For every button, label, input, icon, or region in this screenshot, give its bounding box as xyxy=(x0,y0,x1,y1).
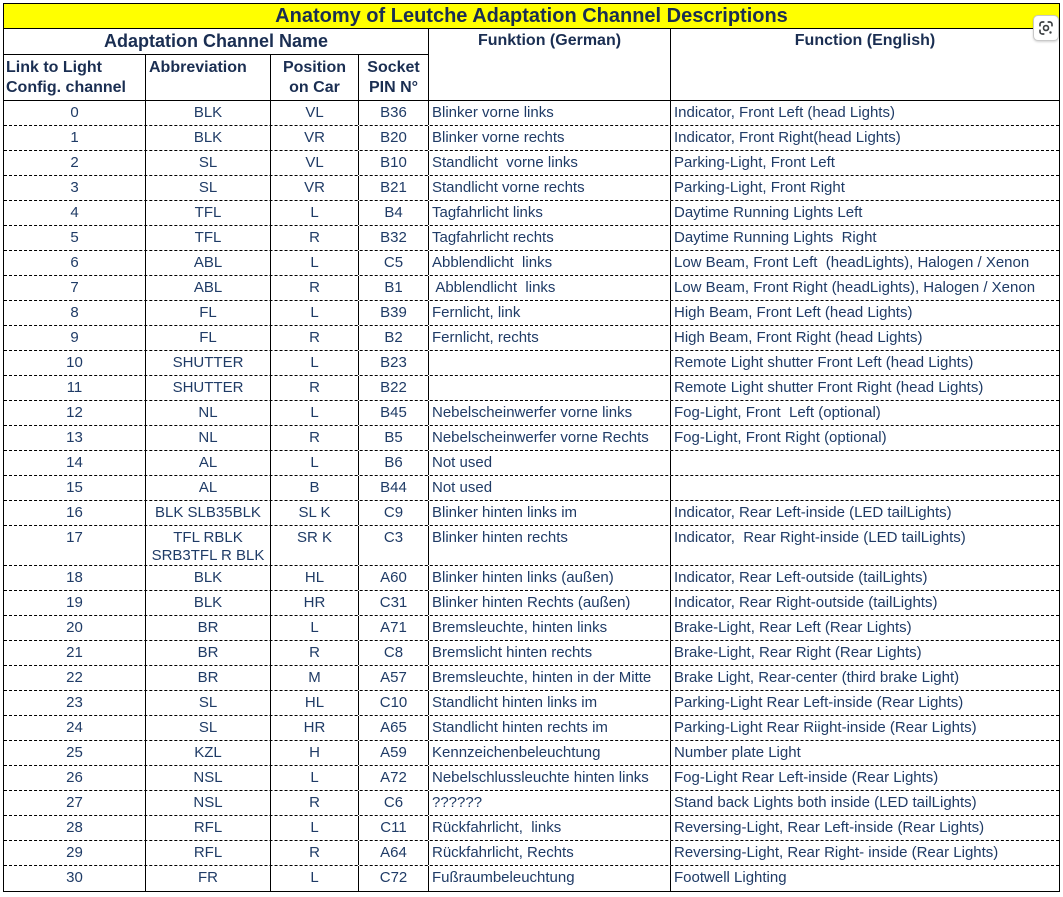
table-row xyxy=(4,526,1059,566)
column-header-function-english: Function (English) xyxy=(794,32,936,49)
cell-abbreviation: TFL RBLK SRB3TFL R BLK xyxy=(146,526,271,565)
cell-channel: 12 xyxy=(4,401,146,425)
table-row xyxy=(4,841,1059,866)
cell-function-english: Footwell Lighting xyxy=(674,869,787,886)
cell-abbreviation: BR xyxy=(146,616,271,640)
cell-abbreviation: BLK xyxy=(146,566,271,590)
table-row xyxy=(4,126,1059,151)
cell-channel: 15 xyxy=(4,476,146,500)
cell-socket-pin: C3 xyxy=(359,526,429,565)
cell-function-english: Remote Light shutter Front Left (head Lights) xyxy=(674,354,974,371)
cell-position: H xyxy=(271,741,359,765)
cell-funktion-german: Not used xyxy=(429,451,671,475)
cell-socket-pin: A65 xyxy=(359,716,429,740)
cell-function-english: Parking-Light Rear Riight-inside (Rear Lights) xyxy=(674,719,977,736)
cell-position: M xyxy=(271,666,359,690)
cell-channel: 20 xyxy=(4,616,146,640)
table-row xyxy=(4,326,1059,351)
cell-channel: 14 xyxy=(4,451,146,475)
cell-socket-pin: C8 xyxy=(359,641,429,665)
cell-socket-pin: C11 xyxy=(359,816,429,840)
cell-function-english: Brake-Light, Rear Right (Rear Lights) xyxy=(674,644,922,661)
cell-abbreviation: TFL xyxy=(146,201,271,225)
cell-channel: 24 xyxy=(4,716,146,740)
cell-socket-pin: B21 xyxy=(359,176,429,200)
cell-channel: 5 xyxy=(4,226,146,250)
cell-position: HR xyxy=(271,716,359,740)
cell-abbreviation: FR xyxy=(146,866,271,891)
cell-funktion-german: ?????? xyxy=(429,791,671,815)
cell-funktion-german: Bremslicht hinten rechts xyxy=(429,641,671,665)
cell-function-english: Parking-Light Rear Left-inside (Rear Lights) xyxy=(674,694,964,711)
cell-abbreviation: AL xyxy=(146,451,271,475)
cell-socket-pin: A72 xyxy=(359,766,429,790)
cell-position: VR xyxy=(271,126,359,150)
cell-function-english: Brake-Light, Rear Left (Rear Lights) xyxy=(674,619,912,636)
cell-socket-pin: C5 xyxy=(359,251,429,275)
table-row xyxy=(4,451,1059,476)
cell-abbreviation: SL xyxy=(146,176,271,200)
column-header-socket-pin: Socket PIN N° xyxy=(359,55,429,100)
cell-socket-pin: C6 xyxy=(359,791,429,815)
cell-socket-pin: B4 xyxy=(359,201,429,225)
table-row xyxy=(4,301,1059,326)
cell-abbreviation: BR xyxy=(146,641,271,665)
cell-abbreviation: NSL xyxy=(146,766,271,790)
cell-channel: 11 xyxy=(4,376,146,400)
table-row xyxy=(4,591,1059,616)
table-row xyxy=(4,741,1059,766)
cell-channel: 23 xyxy=(4,691,146,715)
cell-funktion-german: Rückfahrlicht, Rechts xyxy=(429,841,671,865)
cell-abbreviation: KZL xyxy=(146,741,271,765)
cell-channel: 4 xyxy=(4,201,146,225)
cell-socket-pin: B32 xyxy=(359,226,429,250)
cell-socket-pin: A60 xyxy=(359,566,429,590)
cell-function-english: Daytime Running Lights Right xyxy=(674,229,877,246)
table-row xyxy=(4,251,1059,276)
table-row xyxy=(4,476,1059,501)
cell-socket-pin: B5 xyxy=(359,426,429,450)
cell-function-english: Stand back Lights both inside (LED tailLights) xyxy=(674,794,977,811)
cell-socket-pin: A64 xyxy=(359,841,429,865)
cell-abbreviation: BLK xyxy=(146,101,271,125)
cell-channel: 18 xyxy=(4,566,146,590)
table-row xyxy=(4,276,1059,301)
cell-function-english: Fog-Light Rear Left-inside (Rear Lights) xyxy=(674,769,939,786)
cell-position: R xyxy=(271,276,359,300)
cell-abbreviation: TFL xyxy=(146,226,271,250)
cell-channel: 26 xyxy=(4,766,146,790)
lens-glyph xyxy=(1037,19,1055,37)
table-row xyxy=(4,691,1059,716)
cell-position: L xyxy=(271,766,359,790)
cell-socket-pin: A71 xyxy=(359,616,429,640)
cell-function-english: Low Beam, Front Left (headLights), Halogen / Xenon xyxy=(674,254,1030,271)
cell-abbreviation: SHUTTER xyxy=(146,376,271,400)
cell-function-english: Daytime Running Lights Left xyxy=(674,204,863,221)
cell-function-english: Reversing-Light, Rear Left-inside (Rear Lights) xyxy=(674,819,985,836)
cell-position: HL xyxy=(271,566,359,590)
cell-function-english: Parking-Light, Front Left xyxy=(674,154,835,171)
cell-channel: 6 xyxy=(4,251,146,275)
cell-position: R xyxy=(271,641,359,665)
cell-funktion-german: Nebelscheinwerfer vorne links xyxy=(429,401,671,425)
cell-position: L xyxy=(271,201,359,225)
cell-function-english xyxy=(671,451,1059,475)
table-row xyxy=(4,866,1059,891)
cell-function-english: High Beam, Front Right (head Lights) xyxy=(674,329,923,346)
cell-funktion-german: Standlicht hinten links im xyxy=(429,691,671,715)
cell-channel: 10 xyxy=(4,351,146,375)
cell-position: HR xyxy=(271,591,359,615)
cell-channel: 29 xyxy=(4,841,146,865)
cell-abbreviation: SL xyxy=(146,716,271,740)
cell-funktion-german: Bremsleuchte, hinten links xyxy=(429,616,671,640)
table-row xyxy=(4,791,1059,816)
header-group xyxy=(4,29,429,100)
cell-socket-pin: B20 xyxy=(359,126,429,150)
cell-socket-pin: C72 xyxy=(359,866,429,891)
cell-socket-pin: B6 xyxy=(359,451,429,475)
header-group-label: Adaptation Channel Name xyxy=(4,29,429,55)
cell-channel: 17 xyxy=(4,526,146,565)
cell-channel: 22 xyxy=(4,666,146,690)
column-header-position: Position on Car xyxy=(271,55,359,100)
cell-socket-pin: B2 xyxy=(359,326,429,350)
cell-socket-pin: C10 xyxy=(359,691,429,715)
cell-funktion-german xyxy=(429,376,671,400)
cell-function-english: Indicator, Front Right(head Lights) xyxy=(674,129,901,146)
cell-funktion-german: Blinker hinten links (außen) xyxy=(429,566,671,590)
cell-function-english: Parking-Light, Front Right xyxy=(674,179,845,196)
cell-position: VL xyxy=(271,151,359,175)
cell-position: R xyxy=(271,791,359,815)
cell-function-english: Indicator, Rear Right-inside (LED tailLights) xyxy=(674,529,966,546)
cell-abbreviation: BLK xyxy=(146,591,271,615)
table-row xyxy=(4,426,1059,451)
table-row xyxy=(4,766,1059,791)
cell-function-english: Remote Light shutter Front Right (head Lights) xyxy=(674,379,984,396)
cell-position: L xyxy=(271,451,359,475)
cell-function-english: Low Beam, Front Right (headLights), Halogen / Xenon xyxy=(674,279,1036,296)
cell-funktion-german: Tagfahrlicht rechts xyxy=(429,226,671,250)
cell-position: L xyxy=(271,401,359,425)
cell-funktion-german: Bremsleuchte, hinten in der Mitte xyxy=(429,666,671,690)
table-row xyxy=(4,151,1059,176)
cell-position: SR K xyxy=(271,526,359,565)
table-row xyxy=(4,401,1059,426)
cell-channel: 27 xyxy=(4,791,146,815)
cell-function-english: High Beam, Front Left (head Lights) xyxy=(674,304,913,321)
cell-position: R xyxy=(271,226,359,250)
cell-socket-pin: B23 xyxy=(359,351,429,375)
cell-funktion-german: Fernlicht, rechts xyxy=(429,326,671,350)
cell-position: R xyxy=(271,376,359,400)
cell-socket-pin: B1 xyxy=(359,276,429,300)
cell-socket-pin: C9 xyxy=(359,501,429,525)
column-header-abbreviation: Abbreviation xyxy=(146,55,271,100)
cell-socket-pin: B22 xyxy=(359,376,429,400)
cell-position: L xyxy=(271,251,359,275)
table-body xyxy=(4,101,1059,891)
cell-abbreviation: NL xyxy=(146,426,271,450)
table-row xyxy=(4,226,1059,251)
cell-socket-pin: B44 xyxy=(359,476,429,500)
cell-socket-pin: C31 xyxy=(359,591,429,615)
cell-funktion-german: Nebelschlussleuchte hinten links xyxy=(429,766,671,790)
cell-function-english: Indicator, Front Left (head Lights) xyxy=(674,104,895,121)
cell-socket-pin: B10 xyxy=(359,151,429,175)
visual-search-icon[interactable] xyxy=(1033,15,1059,41)
table-row xyxy=(4,716,1059,741)
cell-funktion-german: Standlicht hinten rechts im xyxy=(429,716,671,740)
cell-abbreviation: NSL xyxy=(146,791,271,815)
cell-socket-pin: A59 xyxy=(359,741,429,765)
table-row xyxy=(4,101,1059,126)
cell-function-english xyxy=(671,476,1059,500)
cell-position: L xyxy=(271,616,359,640)
adaptation-channel-table xyxy=(3,3,1060,892)
cell-abbreviation: BR xyxy=(146,666,271,690)
table-title: Anatomy of Leutche Adaptation Channel Descriptions xyxy=(4,4,1059,29)
cell-channel: 3 xyxy=(4,176,146,200)
cell-funktion-german: Not used xyxy=(429,476,671,500)
cell-funktion-german: Blinker hinten links im xyxy=(429,501,671,525)
cell-funktion-german: Blinker hinten Rechts (außen) xyxy=(429,591,671,615)
cell-channel: 19 xyxy=(4,591,146,615)
cell-funktion-german: Abblendlicht links xyxy=(429,276,671,300)
table-row xyxy=(4,666,1059,691)
cell-funktion-german: Standlicht vorne rechts xyxy=(429,176,671,200)
cell-position: R xyxy=(271,326,359,350)
cell-channel: 13 xyxy=(4,426,146,450)
cell-abbreviation: ABL xyxy=(146,251,271,275)
table-header xyxy=(4,29,1059,101)
column-header-funktion-german: Funktion (German) xyxy=(429,29,671,100)
cell-abbreviation: SL xyxy=(146,151,271,175)
cell-abbreviation: SHUTTER xyxy=(146,351,271,375)
cell-function-english: Reversing-Light, Rear Right- inside (Rear Lights) xyxy=(674,844,999,861)
cell-channel: 1 xyxy=(4,126,146,150)
cell-abbreviation: FL xyxy=(146,301,271,325)
header-subcolumns xyxy=(4,55,429,100)
cell-funktion-german: Fußraumbeleuchtung xyxy=(429,866,671,891)
cell-funktion-german: Tagfahrlicht links xyxy=(429,201,671,225)
cell-channel: 16 xyxy=(4,501,146,525)
cell-socket-pin: B45 xyxy=(359,401,429,425)
cell-funktion-german: Kennzeichenbeleuchtung xyxy=(429,741,671,765)
cell-position: L xyxy=(271,301,359,325)
cell-position: B xyxy=(271,476,359,500)
cell-position: R xyxy=(271,841,359,865)
cell-abbreviation: BLK SLB35BLK xyxy=(146,501,271,525)
cell-position: VL xyxy=(271,101,359,125)
cell-function-english: Indicator, Rear Left-inside (LED tailLights) xyxy=(674,504,952,521)
cell-function-english: Indicator, Rear Right-outside (tailLights) xyxy=(674,594,938,611)
cell-abbreviation: RFL xyxy=(146,816,271,840)
cell-abbreviation: ABL xyxy=(146,276,271,300)
cell-position: SL K xyxy=(271,501,359,525)
cell-function-english: Fog-Light, Front Left (optional) xyxy=(674,404,881,421)
cell-socket-pin: B39 xyxy=(359,301,429,325)
cell-position: L xyxy=(271,866,359,891)
cell-socket-pin: B36 xyxy=(359,101,429,125)
cell-channel: 28 xyxy=(4,816,146,840)
cell-function-english: Fog-Light, Front Right (optional) xyxy=(674,429,887,446)
cell-channel: 2 xyxy=(4,151,146,175)
cell-function-english: Indicator, Rear Left-outside (tailLights) xyxy=(674,569,928,586)
cell-funktion-german: Blinker hinten rechts xyxy=(429,526,671,565)
cell-abbreviation: FL xyxy=(146,326,271,350)
cell-channel: 25 xyxy=(4,741,146,765)
table-row xyxy=(4,566,1059,591)
cell-abbreviation: SL xyxy=(146,691,271,715)
cell-channel: 7 xyxy=(4,276,146,300)
table-row xyxy=(4,641,1059,666)
cell-abbreviation: BLK xyxy=(146,126,271,150)
table-row xyxy=(4,201,1059,226)
table-row xyxy=(4,376,1059,401)
cell-channel: 21 xyxy=(4,641,146,665)
cell-socket-pin: A57 xyxy=(359,666,429,690)
cell-abbreviation: NL xyxy=(146,401,271,425)
cell-funktion-german: Nebelscheinwerfer vorne Rechts xyxy=(429,426,671,450)
cell-channel: 0 xyxy=(4,101,146,125)
table-row xyxy=(4,816,1059,841)
table-row xyxy=(4,501,1059,526)
cell-position: R xyxy=(271,426,359,450)
cell-funktion-german: Abblendlicht links xyxy=(429,251,671,275)
cell-abbreviation: AL xyxy=(146,476,271,500)
cell-funktion-german: Standlicht vorne links xyxy=(429,151,671,175)
cell-function-english: Number plate Light xyxy=(674,744,801,761)
cell-abbreviation: RFL xyxy=(146,841,271,865)
table-row xyxy=(4,176,1059,201)
cell-channel: 30 xyxy=(4,866,146,891)
cell-funktion-german: Blinker vorne links xyxy=(429,101,671,125)
table-row xyxy=(4,616,1059,641)
cell-channel: 8 xyxy=(4,301,146,325)
cell-position: L xyxy=(271,816,359,840)
table-row xyxy=(4,351,1059,376)
cell-funktion-german xyxy=(429,351,671,375)
column-header-channel: Link to Light Config. channel xyxy=(4,55,146,100)
cell-position: VR xyxy=(271,176,359,200)
cell-funktion-german: Blinker vorne rechts xyxy=(429,126,671,150)
cell-position: HL xyxy=(271,691,359,715)
cell-position: L xyxy=(271,351,359,375)
cell-channel: 9 xyxy=(4,326,146,350)
cell-funktion-german: Rückfahrlicht, links xyxy=(429,816,671,840)
cell-funktion-german: Fernlicht, link xyxy=(429,301,671,325)
cell-function-english: Brake Light, Rear-center (third brake Light) xyxy=(674,669,960,686)
